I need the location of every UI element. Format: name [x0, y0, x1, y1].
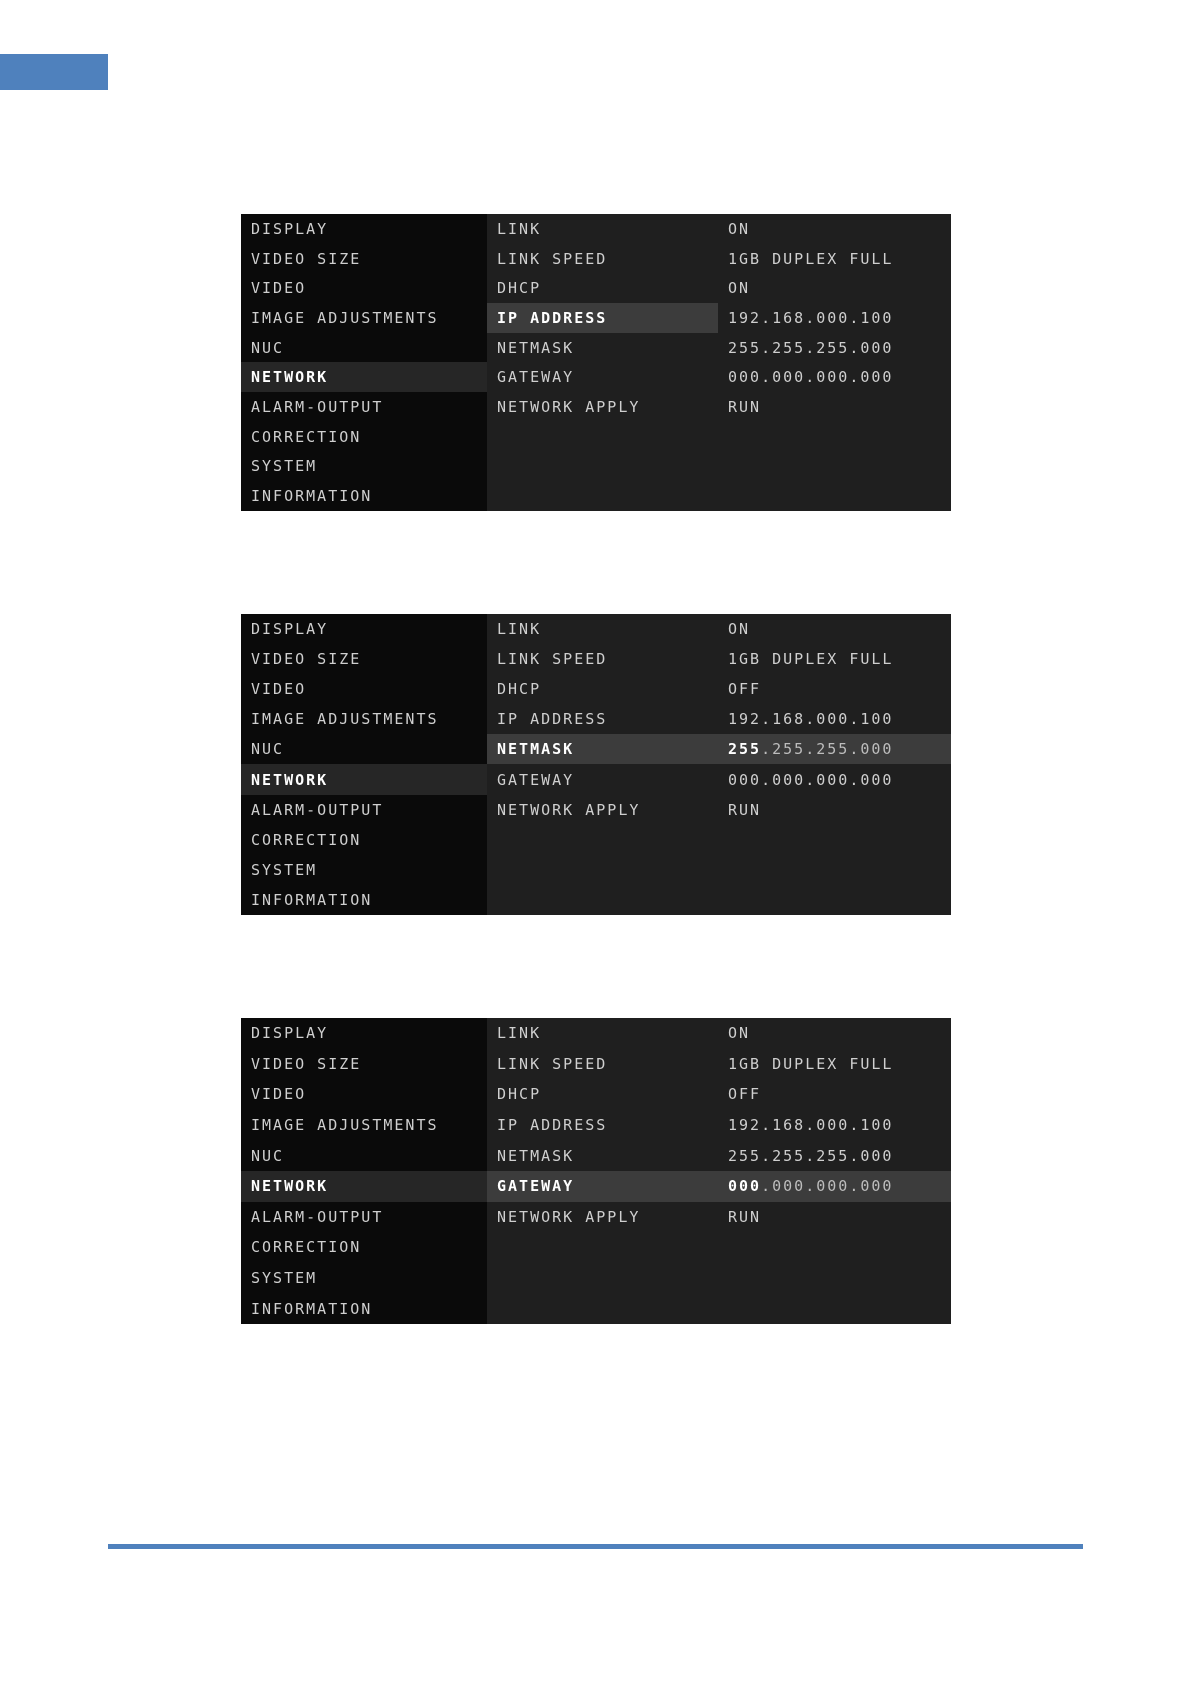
param-label: NETMASK	[497, 338, 575, 357]
param-label: IP ADDRESS	[487, 303, 718, 333]
param-row-gateway[interactable]	[487, 764, 951, 794]
param-value[interactable]: 192.168.000.100	[728, 710, 894, 729]
menu-item-video-size[interactable]: VIDEO SIZE	[251, 249, 362, 268]
param-label: NETMASK	[487, 734, 718, 764]
menu-item-image-adjustments[interactable]: IMAGE ADJUSTMENTS	[251, 1116, 439, 1135]
network-settings	[487, 614, 951, 915]
param-value[interactable]: ON	[728, 279, 751, 298]
main-menu	[241, 214, 487, 511]
network-settings	[487, 214, 951, 511]
param-row-dhcp[interactable]	[487, 674, 951, 704]
param-label: DHCP	[497, 680, 542, 699]
editing-octet[interactable]: 255	[728, 740, 762, 759]
menu-item-nuc[interactable]: NUC	[251, 338, 285, 357]
param-row-ip-address[interactable]	[487, 1110, 951, 1141]
main-menu	[241, 1018, 487, 1324]
param-value[interactable]: 1GB DUPLEX FULL	[728, 650, 894, 669]
menu-item-image-adjustments[interactable]: IMAGE ADJUSTMENTS	[251, 308, 439, 327]
param-row-link-speed[interactable]	[487, 644, 951, 674]
param-value[interactable]: 000.000.000.000	[728, 368, 894, 387]
param-value[interactable]: ON	[728, 219, 751, 238]
param-row-link[interactable]	[487, 614, 951, 644]
footer-rule	[108, 1544, 1083, 1549]
param-value[interactable]: 255.255.255.000	[728, 1146, 894, 1165]
param-row-ip-address[interactable]	[487, 303, 951, 333]
menu-item-display[interactable]: DISPLAY	[251, 219, 329, 238]
editing-octet[interactable]: 000	[728, 1177, 762, 1196]
param-label: NETWORK APPLY	[497, 397, 641, 416]
param-value[interactable]: RUN	[728, 800, 762, 819]
menu-item-alarm-output[interactable]: ALARM-OUTPUT	[251, 800, 384, 819]
menu-item-alarm-output[interactable]: ALARM-OUTPUT	[251, 1207, 384, 1226]
menu-item-nuc[interactable]: NUC	[251, 1146, 285, 1165]
menu-item-system[interactable]: SYSTEM	[251, 1269, 318, 1288]
param-label: NETWORK APPLY	[497, 1207, 641, 1226]
menu-item-network[interactable]: NETWORK	[241, 362, 487, 392]
param-value[interactable]	[718, 734, 951, 764]
param-value[interactable]: 192.168.000.100	[728, 308, 894, 327]
menu-item-system[interactable]: SYSTEM	[251, 860, 318, 879]
menu-item-correction[interactable]: CORRECTION	[251, 830, 362, 849]
menu-item-network[interactable]: NETWORK	[241, 1171, 487, 1202]
menu-item-image-adjustments[interactable]: IMAGE ADJUSTMENTS	[251, 710, 439, 729]
param-label: LINK	[497, 1024, 542, 1043]
param-row-link-speed[interactable]	[487, 1049, 951, 1080]
menu-item-video[interactable]: VIDEO	[251, 680, 307, 699]
menu-item-nuc[interactable]: NUC	[251, 740, 285, 759]
menu-item-information[interactable]: INFORMATION	[251, 1299, 373, 1318]
param-label: LINK SPEED	[497, 650, 608, 669]
param-row-link[interactable]	[487, 1018, 951, 1049]
remaining-octets: .000.000.000	[761, 1177, 894, 1196]
param-label: DHCP	[497, 1085, 542, 1104]
param-row-gateway[interactable]	[487, 362, 951, 392]
osd-menu-panel-2	[241, 614, 951, 915]
main-menu	[241, 614, 487, 915]
param-value[interactable]: 1GB DUPLEX FULL	[728, 249, 894, 268]
param-row-ip-address[interactable]	[487, 704, 951, 734]
menu-item-display[interactable]: DISPLAY	[251, 620, 329, 639]
menu-item-correction[interactable]: CORRECTION	[251, 427, 362, 446]
param-label: LINK	[497, 219, 542, 238]
param-row-dhcp[interactable]	[487, 273, 951, 303]
param-row-netmask[interactable]	[487, 1140, 951, 1171]
param-label: NETWORK APPLY	[497, 800, 641, 819]
param-row-link-speed[interactable]	[487, 244, 951, 274]
menu-item-information[interactable]: INFORMATION	[251, 487, 373, 506]
param-value[interactable]	[718, 1171, 951, 1202]
param-value[interactable]: OFF	[728, 1085, 762, 1104]
osd-menu-panel-3	[241, 1018, 951, 1324]
menu-item-correction[interactable]: CORRECTION	[251, 1238, 362, 1257]
param-value[interactable]: ON	[728, 620, 751, 639]
param-row-gateway[interactable]	[487, 1171, 951, 1202]
menu-item-network[interactable]: NETWORK	[241, 764, 487, 794]
menu-item-video-size[interactable]: VIDEO SIZE	[251, 650, 362, 669]
menu-item-video[interactable]: VIDEO	[251, 1085, 307, 1104]
network-settings	[487, 1018, 951, 1324]
osd-menu-panel-1	[241, 214, 951, 511]
param-label: LINK	[497, 620, 542, 639]
menu-item-video-size[interactable]: VIDEO SIZE	[251, 1054, 362, 1073]
param-value[interactable]: RUN	[728, 1207, 762, 1226]
remaining-octets: .255.255.000	[761, 740, 894, 759]
param-value[interactable]: OFF	[728, 680, 762, 699]
param-value[interactable]: 000.000.000.000	[728, 770, 894, 789]
param-label: LINK SPEED	[497, 249, 608, 268]
param-row-network-apply[interactable]	[487, 1202, 951, 1233]
param-label: LINK SPEED	[497, 1054, 608, 1073]
header-accent-tab	[0, 54, 108, 90]
param-label: DHCP	[497, 279, 542, 298]
param-row-netmask[interactable]	[487, 734, 951, 764]
param-label: GATEWAY	[497, 770, 575, 789]
param-row-dhcp[interactable]	[487, 1079, 951, 1110]
param-label: IP ADDRESS	[497, 710, 608, 729]
menu-item-alarm-output[interactable]: ALARM-OUTPUT	[251, 397, 384, 416]
param-label: GATEWAY	[497, 368, 575, 387]
menu-item-video[interactable]: VIDEO	[251, 279, 307, 298]
param-row-network-apply[interactable]	[487, 795, 951, 825]
param-label: IP ADDRESS	[497, 1116, 608, 1135]
menu-item-information[interactable]: INFORMATION	[251, 890, 373, 909]
menu-item-system[interactable]: SYSTEM	[251, 457, 318, 476]
param-value[interactable]: RUN	[728, 397, 762, 416]
param-label: NETMASK	[497, 1146, 575, 1165]
param-label: GATEWAY	[487, 1171, 718, 1202]
param-value[interactable]: ON	[728, 1024, 751, 1043]
menu-item-display[interactable]: DISPLAY	[251, 1024, 329, 1043]
param-value[interactable]: 192.168.000.100	[728, 1116, 894, 1135]
param-value[interactable]: 255.255.255.000	[728, 338, 894, 357]
param-value[interactable]: 1GB DUPLEX FULL	[728, 1054, 894, 1073]
param-row-network-apply[interactable]	[487, 392, 951, 422]
param-row-netmask[interactable]	[487, 333, 951, 363]
param-row-link[interactable]	[487, 214, 951, 244]
